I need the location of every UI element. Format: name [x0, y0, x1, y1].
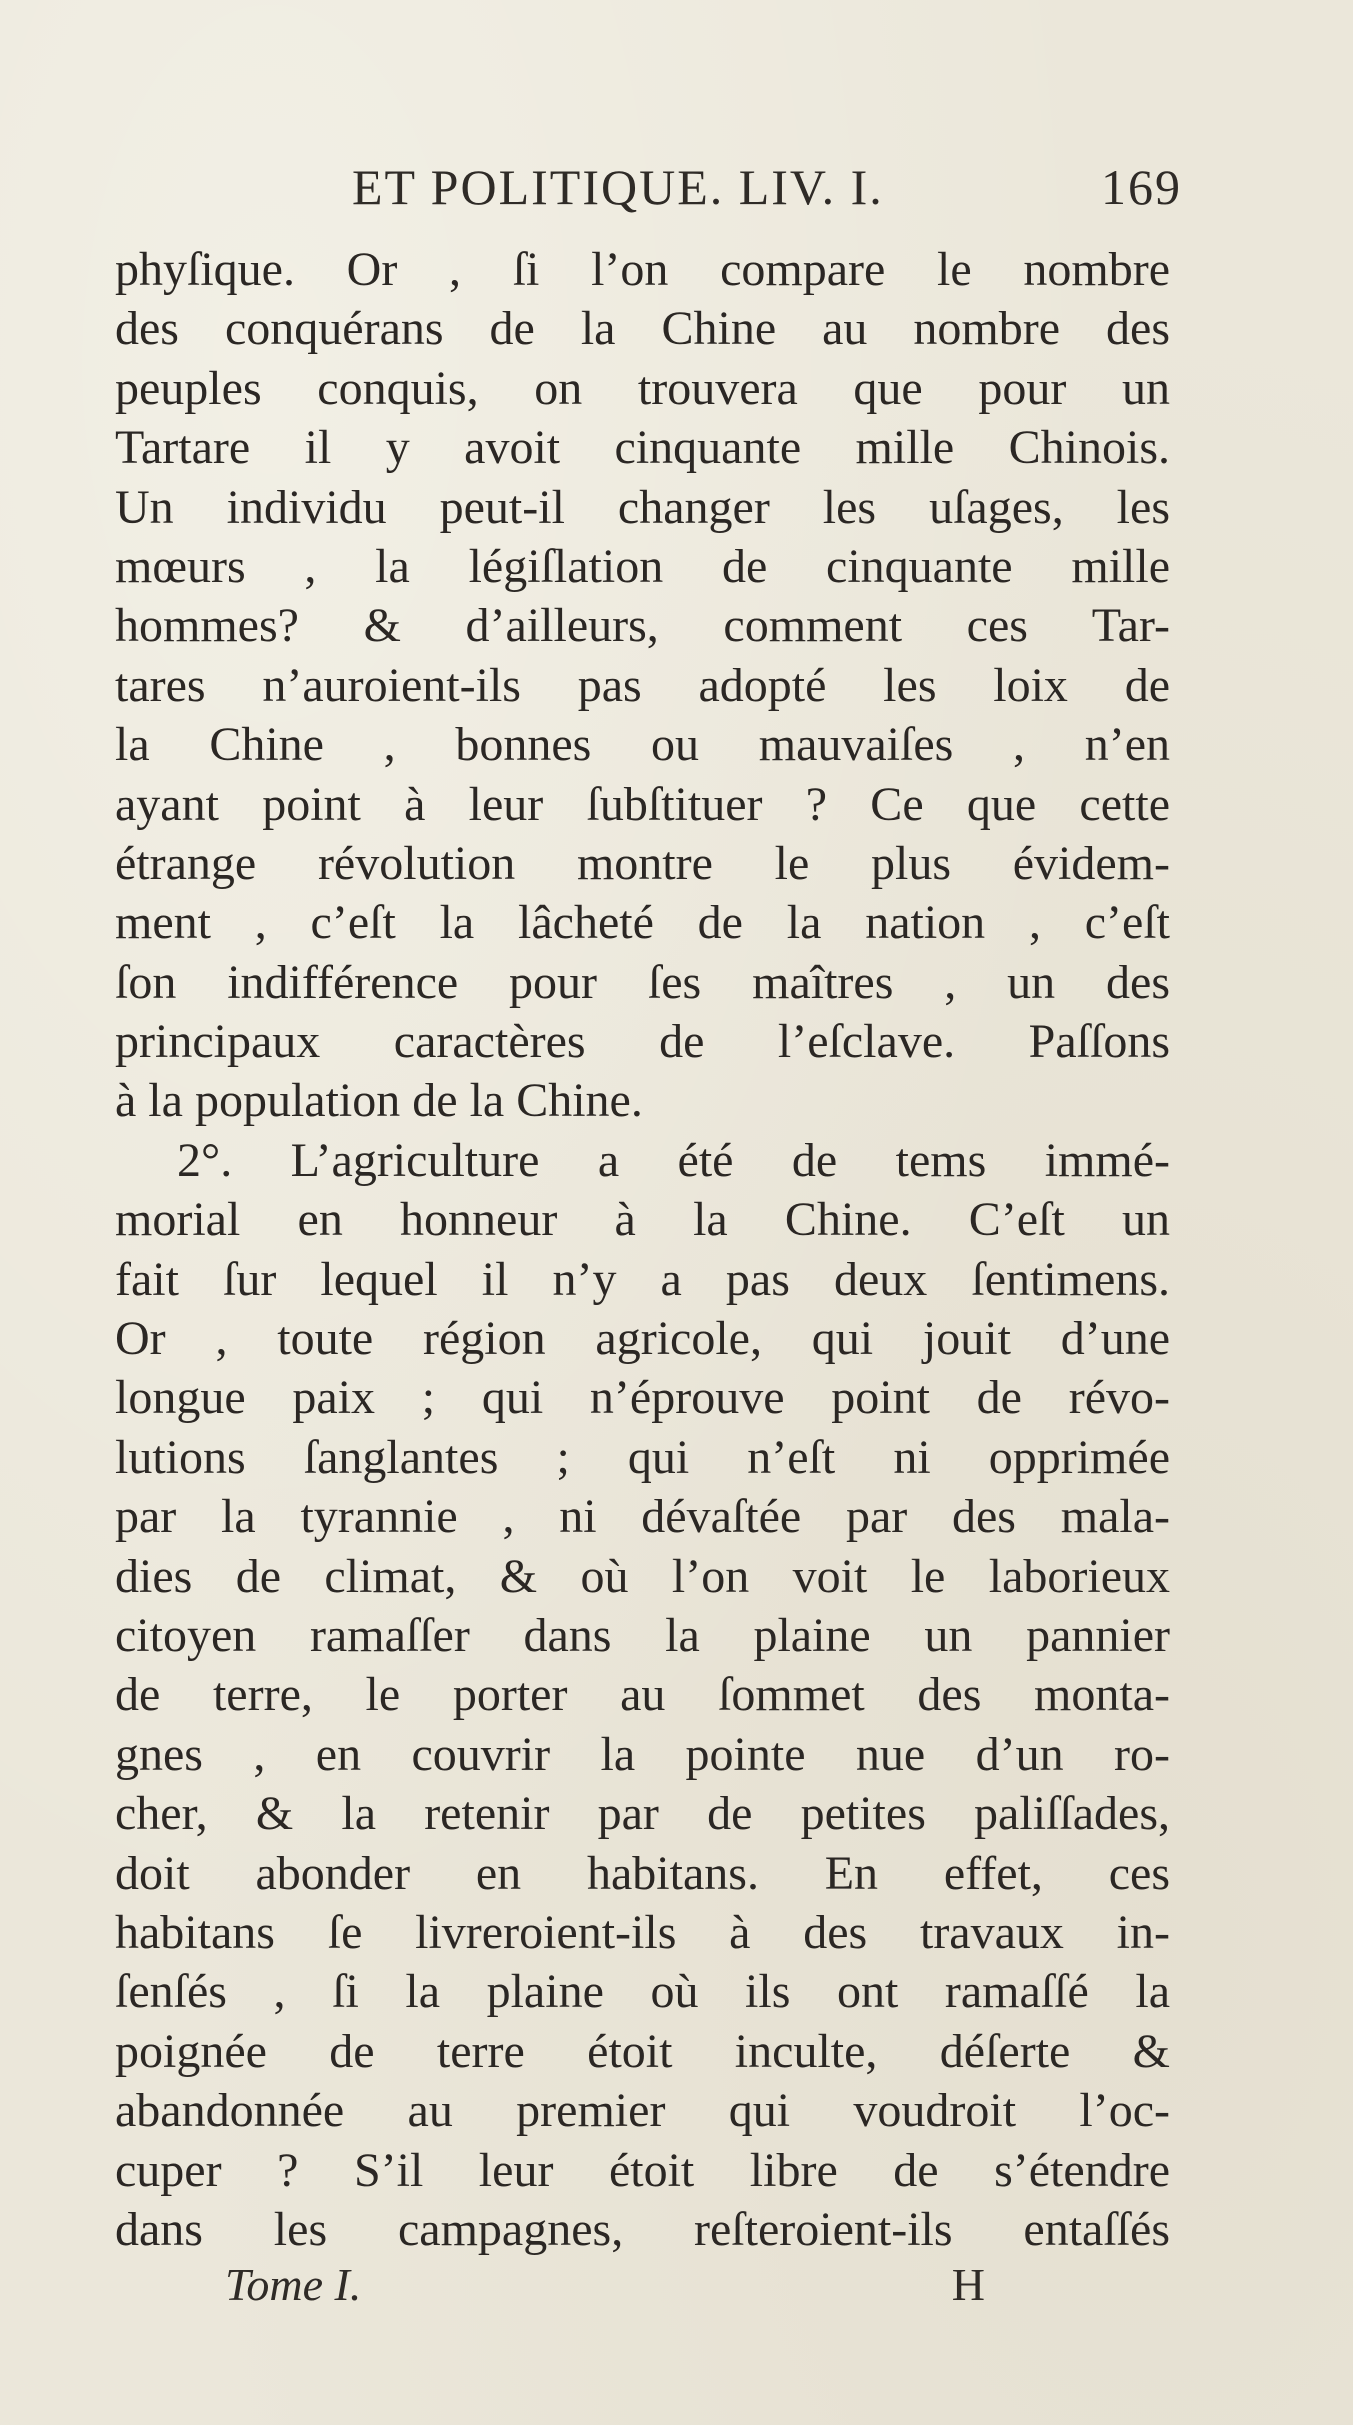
text-line: de terre, le porter au ſommet des monta- — [115, 1668, 1170, 1722]
text-line: des conquérans de la Chine au nombre des — [115, 302, 1170, 356]
text-line: la Chine , bonnes ou mauvaiſes , n’en — [115, 718, 1170, 772]
text-line: habitans ſe livreroient-ils à des travaux in- — [115, 1905, 1170, 1959]
text-line: peuples conquis, on trouvera que pour un — [115, 361, 1170, 415]
body-text — [115, 240, 1170, 2259]
text-line: Or , toute région agricole, qui jouit d’une — [115, 1312, 1170, 1366]
text-line: morial en honneur à la Chine. C’eſt un — [115, 1193, 1170, 1247]
text-line: dies de climat, & où l’on voit le laborieux — [115, 1549, 1170, 1603]
text-line: ſenſés , ſi la plaine où ils ont ramaſſé la — [115, 1965, 1170, 2019]
text-line: poignée de terre étoit inculte, déſerte & — [115, 2024, 1170, 2078]
text-line: longue paix ; qui n’éprouve point de révo- — [115, 1371, 1170, 1425]
text-line: abandonnée au premier qui voudroit l’oc- — [115, 2084, 1170, 2138]
text-line: mœurs , la légiſlation de cinquante mille — [115, 539, 1170, 593]
text-line: dans les campagnes, reſteroient-ils entaſſés — [115, 2202, 1170, 2256]
text-line: lutions ſanglantes ; qui n’eſt ni opprimée — [115, 1430, 1170, 1484]
text-line: Tartare il y avoit cinquante mille Chinois. — [115, 421, 1170, 475]
text-line: ayant point à leur ſubſtituer ? Ce que cette — [115, 777, 1170, 831]
paragraph-end-line: à la population de la Chine. — [115, 1074, 643, 1128]
page-footer — [225, 2258, 985, 2318]
text-line: cuper ? S’il leur étoit libre de s’étendre — [115, 2143, 1170, 2197]
text-line: ſon indifférence pour ſes maîtres , un des — [115, 955, 1170, 1009]
text-line: principaux caractères de l’eſclave. Paſſons — [115, 1015, 1170, 1069]
signature-mark: H — [951, 2259, 985, 2310]
text-line: étrange révolution montre le plus évidem- — [115, 836, 1170, 890]
text-line: ment , c’eſt la lâcheté de la nation , c’eſt — [115, 896, 1170, 950]
text-line: fait ſur lequel il n’y a pas deux ſentimens. — [115, 1252, 1170, 1306]
page-number: 169 — [1101, 159, 1182, 215]
text-line: phyſique. Or , ſi l’on compare le nombre — [115, 243, 1170, 296]
volume-label: Tome I. — [225, 2259, 362, 2310]
text-line: gnes , en couvrir la pointe nue d’un ro- — [115, 1727, 1170, 1781]
text-line: par la tyrannie , ni dévaſtée par des mala- — [115, 1490, 1170, 1544]
text-line: Un individu peut-il changer les uſages, les — [115, 480, 1170, 534]
running-title: ET POLITIQUE. LIV. I. — [352, 159, 884, 215]
text-line: tares n’auroient-ils pas adopté les loix de — [115, 658, 1170, 712]
paragraph-start-line: 2°. L’agriculture a été de tems immé- — [177, 1133, 1170, 1187]
page-header — [112, 158, 1182, 228]
text-line: hommes? & d’ailleurs, comment ces Tar- — [115, 599, 1170, 653]
text-line: citoyen ramaſſer dans la plaine un pannier — [115, 1608, 1170, 1662]
text-line: cher, & la retenir par de petites paliſſades, — [115, 1787, 1170, 1841]
text-line: doit abonder en habitans. En effet, ces — [115, 1846, 1170, 1900]
